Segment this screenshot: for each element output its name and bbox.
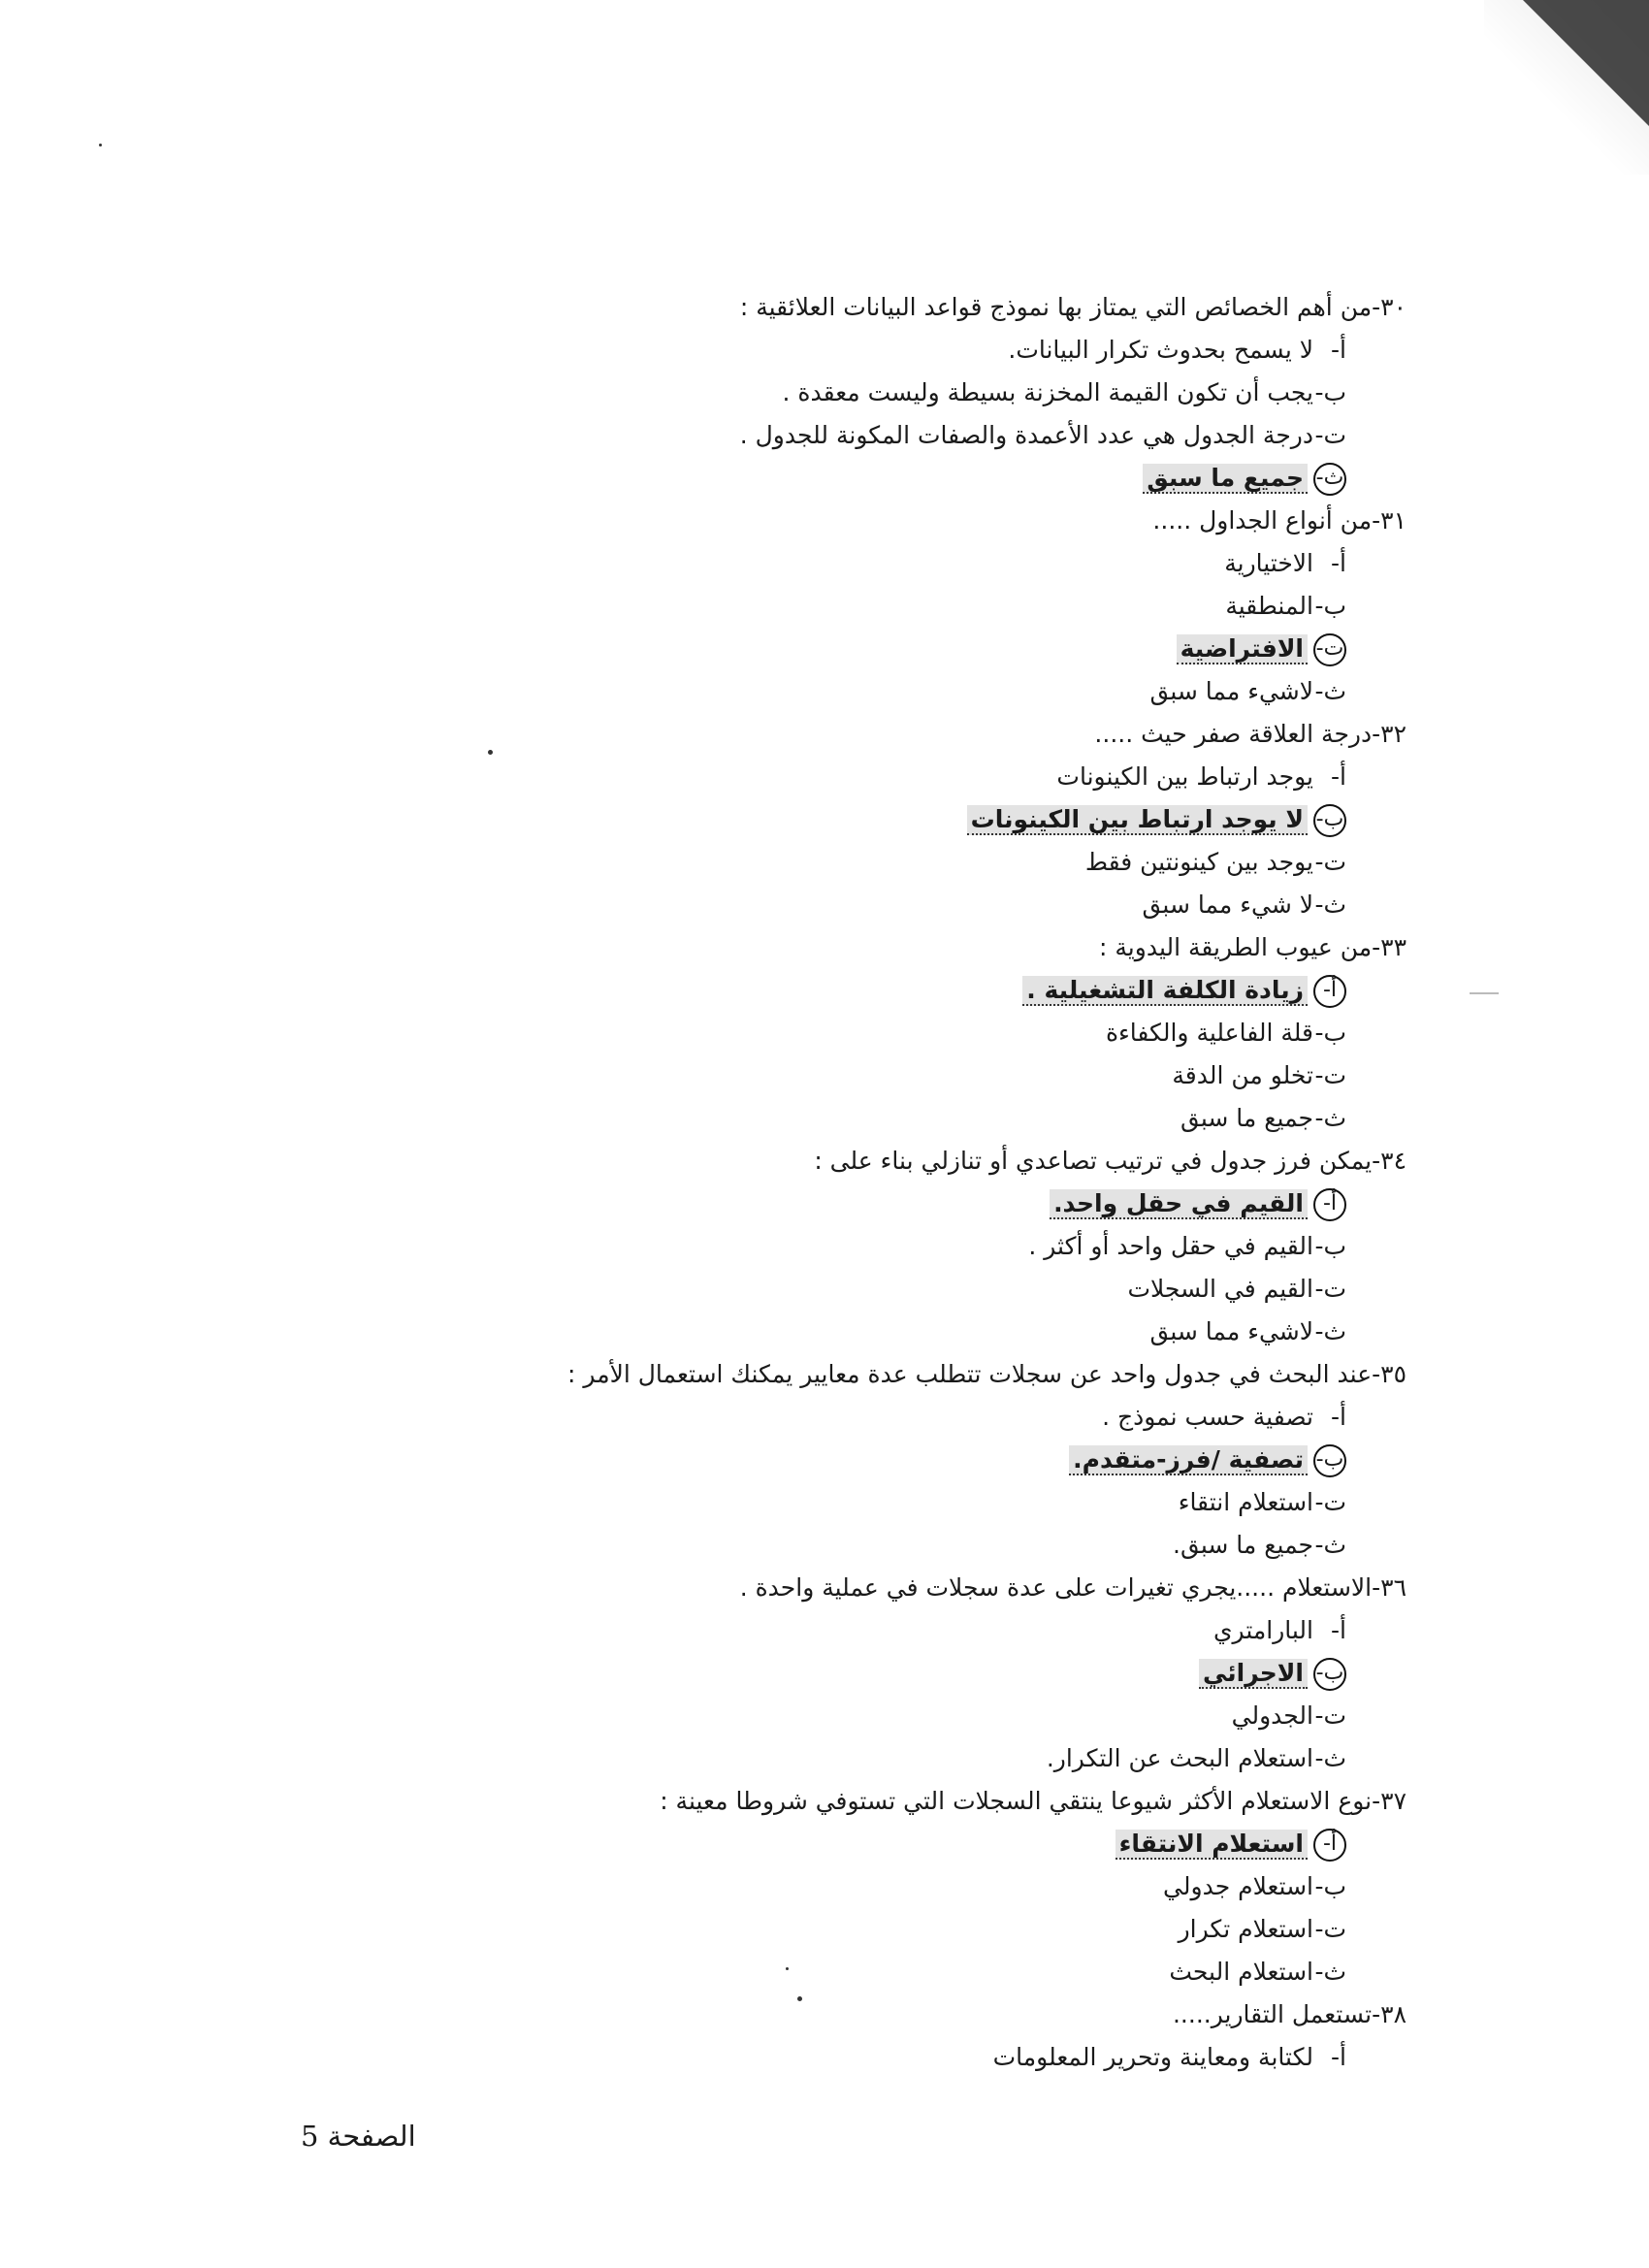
answer-option: ت-يوجد بين كينونتين فقط [1084, 848, 1346, 876]
answer-option: ث-جميع ما سبق [1180, 1104, 1346, 1132]
question-stem: ٣١-من أنواع الجداول ..... [1152, 506, 1406, 535]
question-stem: ٣٠-من أهم الخصائص التي يمتاز بها نموذج قواعد البيانات العلائقية : [739, 293, 1406, 321]
page-corner-fold [1523, 0, 1649, 126]
answer-option-selected: أ-استعلام الانتقاء [146, 1823, 1406, 1865]
answer-circle-mark: ب- [1313, 1658, 1346, 1691]
answer-circle-mark: ب- [1313, 1444, 1346, 1477]
question-stem: ٣٤-يمكن فرز جدول في ترتيب تصاعدي أو تنازلي بناء على : [814, 1147, 1406, 1175]
answer-option: ث-لاشيء مما سبق [1149, 1317, 1346, 1345]
answer-circle-mark: أ- [1313, 1188, 1346, 1221]
answer-option: أ-البارامتري [1212, 1616, 1346, 1644]
answer-option: ب-قلة الفاعلية والكفاءة [1105, 1019, 1346, 1047]
question-stem: ٣٣-من عيوب الطريقة اليدوية : [1099, 933, 1406, 961]
answer-option: ب-المنطقية [1225, 592, 1346, 620]
answer-option-selected: ب-الاجرائي [146, 1652, 1406, 1695]
answer-option: ت-استعلام تكرار [1178, 1915, 1346, 1943]
question-stem: ٣٢-درجة العلاقة صفر حيث ..... [1094, 720, 1406, 748]
answer-option: ث-استعلام البحث عن التكرار. [1046, 1744, 1346, 1772]
answer-option: ث-جميع ما سبق. [1173, 1531, 1346, 1559]
question-list [146, 286, 1406, 2079]
answer-circle-mark: أ- [1313, 1829, 1346, 1862]
answer-circle-mark: ث- [1313, 463, 1346, 496]
answer-option: ث-لا شيء مما سبق [1142, 891, 1346, 919]
answer-option: ب-استعلام جدولي [1163, 1872, 1346, 1900]
answer-option: ث-استعلام البحث [1169, 1958, 1346, 1986]
answer-option: ب-يجب أن تكون القيمة المخزنة بسيطة وليست معقدة . [782, 378, 1346, 406]
answer-option-selected: ت-الافتراضية [146, 628, 1406, 670]
answer-option: ت-القيم في السجلات [1127, 1275, 1346, 1303]
answer-circle-mark: أ- [1313, 975, 1346, 1008]
answer-option: ت-درجة الجدول هي عدد الأعمدة والصفات المكونة للجدول . [739, 421, 1346, 449]
answer-circle-mark: ب- [1313, 804, 1346, 837]
answer-circle-mark: ت- [1313, 633, 1346, 666]
answer-option: أ-الاختيارية [1224, 549, 1346, 577]
answer-option: أ-تصفية حسب نموذج . [1102, 1403, 1346, 1431]
question-stem: ٣٨-تستعمل التقارير..... [1172, 2000, 1406, 2028]
answer-option-selected: ث-جميع ما سبق [146, 457, 1406, 500]
answer-option: ت-استعلام انتقاء [1178, 1488, 1346, 1516]
question-stem: ٣٧-نوع الاستعلام الأكثر شيوعا ينتقي السجلات التي تستوفي شروطا معينة : [660, 1787, 1406, 1815]
answer-option: ت-الجدولي [1231, 1701, 1346, 1730]
answer-option: ت-تخلو من الدقة [1172, 1061, 1346, 1089]
question-stem: ٣٦-الاستعلام .....يجري تغيرات على عدة سجلات في عملية واحدة . [739, 1573, 1406, 1602]
scan-speck [99, 144, 102, 146]
question-stem: ٣٥-عند البحث في جدول واحد عن سجلات تتطلب عدة معايير يمكنك استعمال الأمر : [567, 1360, 1406, 1388]
answer-option: أ-يوجد ارتباط بين الكينونات [1056, 762, 1346, 791]
answer-option-selected: أ-زيادة الكلفة التشغيلية . [146, 969, 1406, 1012]
answer-option: أ-لا يسمح بحدوث تكرار البيانات. [1008, 336, 1346, 364]
answer-option-selected: ب-تصفية /فرز-متقدم. [146, 1439, 1406, 1481]
answer-option: ب-القيم في حقل واحد أو أكثر . [1028, 1232, 1346, 1260]
answer-option: أ-لكتابة ومعاينة وتحرير المعلومات [992, 2043, 1346, 2071]
answer-option-selected: أ-القيم في حقل واحد. [146, 1183, 1406, 1225]
scan-mark [1470, 992, 1499, 994]
answer-option-selected: ب-لا يوجد ارتباط بين الكينونات [146, 798, 1406, 841]
page-number-label: الصفحة 5 [301, 2120, 416, 2153]
answer-option: ث-لاشيء مما سبق [1149, 677, 1346, 705]
